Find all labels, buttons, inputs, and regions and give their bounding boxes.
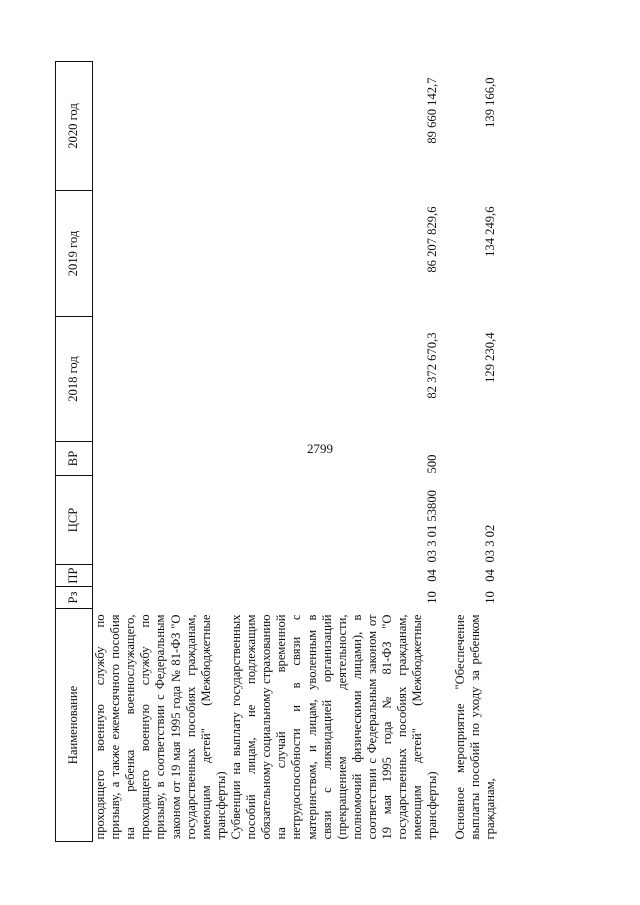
row-csr: 03 3 01 53800 [425, 490, 440, 563]
row-pr [93, 565, 229, 587]
budget-table [55, 61, 498, 842]
row-rz [93, 587, 229, 609]
row-rz: 10 [425, 591, 440, 604]
header-2020: 2020 год [56, 62, 93, 191]
row-2020 [93, 62, 229, 191]
table-row [229, 62, 441, 842]
row-vr [453, 442, 498, 476]
row-name: Основное мероприятие "Обеспечение выплаты пособий по уходу за ребенком гражданам, [452, 614, 497, 840]
header-2019: 2019 год [56, 191, 93, 317]
row-2019 [93, 191, 229, 317]
row-2018 [93, 317, 229, 442]
header-row [56, 62, 93, 842]
row-name: проходящего военную службу по призыву, а также ежемесячного пособия на ребенка военнослужащего, проходящего военную службу по призыву, в соответствии с Федеральным законом от 19 мая 1995 года № 81-ФЗ "О государственных пособиях гражданам, имеющим детей" (Межбюджетные трансферты) [93, 614, 228, 840]
row-csr: 03 3 02 [482, 524, 497, 563]
header-name: Наименование [56, 609, 93, 842]
header-rz: Рз [56, 587, 93, 609]
header-vr: ВР [56, 442, 93, 476]
row-pr: 04 [482, 569, 497, 582]
row-pr: 04 [425, 569, 440, 582]
row-rz: 10 [482, 591, 497, 604]
row-2018: 129 230,4 [482, 332, 497, 383]
row-2020: 139 166,0 [482, 77, 497, 128]
table-row [453, 62, 498, 842]
table-row [93, 62, 229, 842]
page-number: 2799 [307, 441, 333, 456]
row-vr [93, 442, 229, 476]
row-2019: 134 249,6 [482, 206, 497, 257]
header-pr: ПР [56, 565, 93, 587]
row-csr [93, 476, 229, 565]
row-2018: 82 372 670,3 [425, 332, 440, 399]
row-vr: 500 [425, 454, 440, 474]
row-2019: 86 207 829,6 [425, 206, 440, 273]
header-csr: ЦСР [56, 476, 93, 565]
row-name: Субвенции на выплату государственных пособий лицам, не подлежащим обязательному социальному страхованию на случай временной нетрудоспособности и в связи с материнством, и лицам, уволенным в связи с ликвидацией организаций (прекращением деятельности, полномочий физическими лицами), в соответствии с Федеральным законом от 19 мая 1995 года № 81-ФЗ "О государственных пособиях гражданам, имеющим детей" (Межбюджетные трансферты) [228, 614, 440, 840]
row-2020: 89 660 142,7 [425, 77, 440, 144]
budget-table-rotated [55, 62, 595, 842]
header-2018: 2018 год [56, 317, 93, 442]
